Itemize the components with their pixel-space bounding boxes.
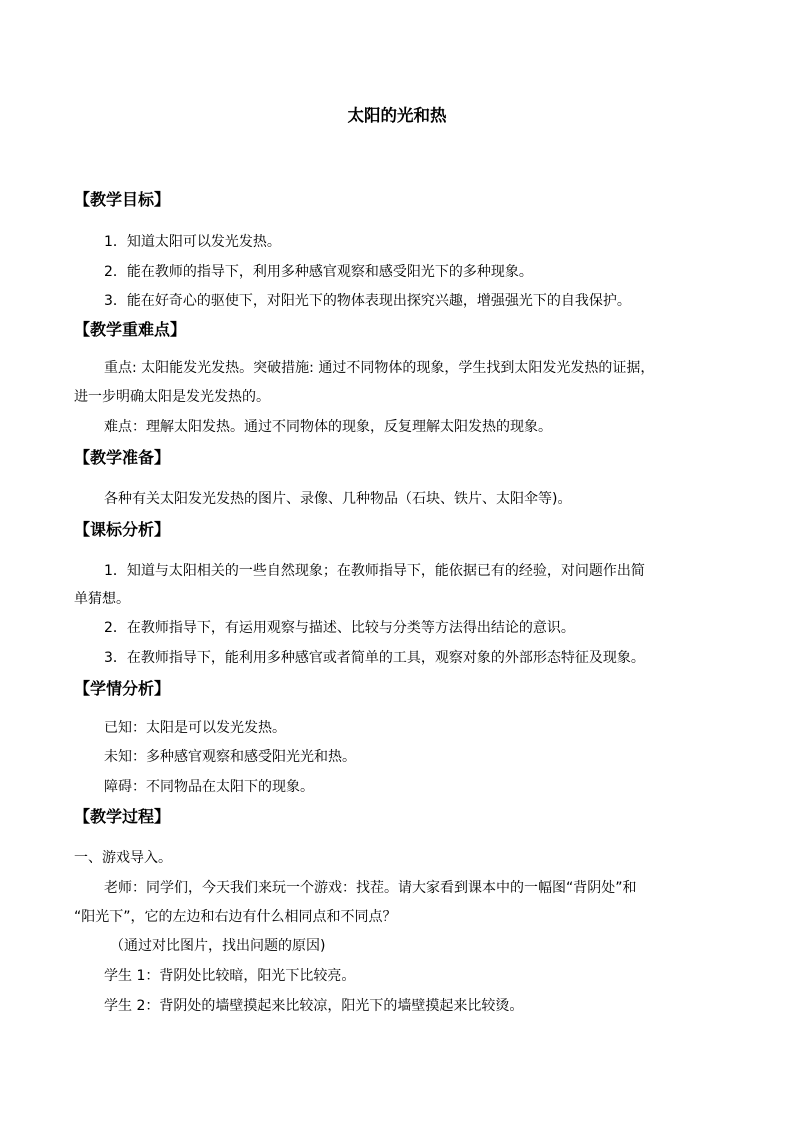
heading-curriculum-analysis: 【课标分析】 [74, 520, 171, 539]
curriculum-line-4: 3．在教师指导下，能利用多种感官或者简单的工具，观察对象的外部形态特征及现象。 [104, 650, 645, 666]
heading-key-points: 【教学重难点】 [74, 320, 187, 339]
teacher-line-2: “阳光下”，它的左边和右边有什么相同点和不同点？ [74, 909, 397, 925]
student-2-answer: 学生 2：背阴处的墙壁摸起来比较凉，阳光下的墙壁摸起来比较烫。 [104, 998, 524, 1014]
heading-learner-analysis: 【学情分析】 [74, 679, 171, 698]
process-step-1: 一、游戏导入。 [74, 850, 172, 866]
learner-obstacle: 障碍：不同物品在太阳下的现象。 [104, 779, 314, 795]
objective-2: 2．能在教师的指导下，利用多种感官观察和感受阳光下的多种现象。 [104, 264, 533, 280]
learner-known: 已知：太阳是可以发光发热。 [104, 720, 286, 736]
preparation-line: 各种有关太阳发光发热的图片、录像、几种物品（石块、铁片、太阳伞等)。 [104, 491, 572, 507]
heading-teaching-objectives: 【教学目标】 [74, 190, 171, 209]
teacher-line-1: 老师：同学们，今天我们来玩一个游戏：找茬。请大家看到课本中的一幅图“背阴处”和 [104, 880, 637, 896]
objective-3: 3．能在好奇心的驱使下，对阳光下的物体表现出探究兴趣，增强强光下的自我保护。 [104, 293, 631, 309]
document-title: 太阳的光和热 [347, 106, 447, 125]
student-1-answer: 学生 1：背阴处比较暗，阳光下比较亮。 [104, 968, 356, 984]
difficulty-line: 难点：理解太阳发热。通过不同物体的现象，反复理解太阳发热的现象。 [104, 419, 552, 435]
process-note: （通过对比图片，找出问题的原因) [110, 938, 326, 954]
learner-unknown: 未知：多种感官观察和感受阳光光和热。 [104, 749, 356, 765]
key-point-line-1: 重点: 太阳能发光发热。突破措施: 通过不同物体的现象，学生找到太阳发光发热的证据， [104, 360, 655, 376]
heading-preparation: 【教学准备】 [74, 448, 171, 467]
objective-1: 1．知道太阳可以发光发热。 [104, 234, 281, 250]
key-point-line-2: 进一步明确太阳是发光发热的。 [74, 389, 270, 405]
curriculum-line-2: 单猜想。 [74, 591, 130, 607]
curriculum-line-1: 1．知道与太阳相关的一些自然现象；在教师指导下，能依据已有的经验，对问题作出简 [104, 563, 645, 579]
curriculum-line-3: 2．在教师指导下，有运用观察与描述、比较与分类等方法得出结论的意识。 [104, 620, 575, 636]
heading-teaching-process: 【教学过程】 [74, 807, 171, 826]
